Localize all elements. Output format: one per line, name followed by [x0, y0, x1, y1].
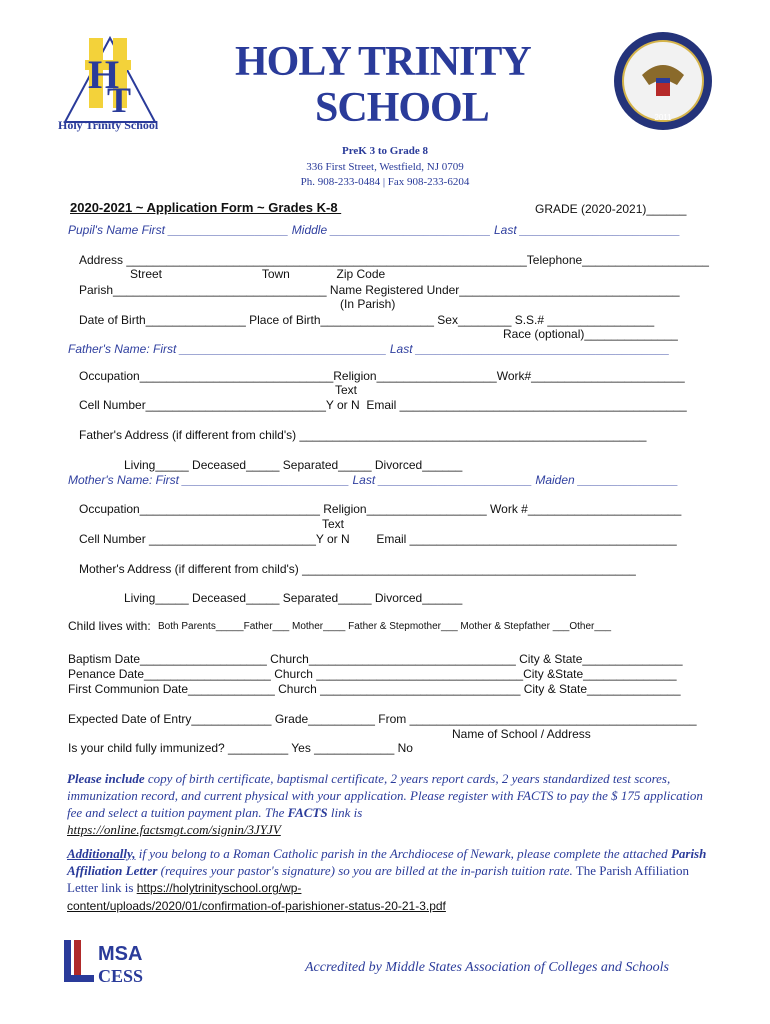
mother-name-line[interactable]: Mother's Name: First _________________________ Last _______________________ Maiden _______________	[68, 473, 679, 487]
facts-link-label: link is	[327, 805, 363, 820]
parish-affiliation-url-part1[interactable]: https://holytrinityschool.org/wp-	[136, 881, 302, 895]
form-title: 2020-2021 ~ Application Form ~ Grades K-8	[70, 200, 342, 215]
additionally-bold: Additionally,	[67, 846, 136, 861]
address-line[interactable]: Address ____________________________________________________________Telephone___________________	[79, 253, 709, 267]
seal-year: 2011	[654, 113, 672, 122]
additionally-text2: (requires your pastor's signature) so you are billed at the in-parish tuition rate.	[157, 863, 573, 878]
pupil-name-line[interactable]: Pupil's Name First __________________ Middle ________________________ Last ________________________	[68, 223, 681, 237]
msa-logo-bottom: CESS	[98, 966, 144, 986]
facts-url-link[interactable]: https://online.factsmgt.com/signin/3JYJV	[67, 822, 281, 837]
father-cell-line[interactable]: Cell Number___________________________Y or N Email ___________________________________________	[79, 398, 687, 412]
father-name-line[interactable]: Father's Name: First _______________________________ Last ______________________________________	[68, 342, 670, 356]
svg-text:H: H	[88, 52, 120, 97]
in-parish-label: (In Parish)	[340, 297, 396, 311]
school-name-line2: SCHOOL	[315, 85, 489, 131]
msa-cess-logo	[62, 938, 152, 988]
mother-cell-line[interactable]: Cell Number _________________________Y or N Email ________________________________________	[79, 532, 677, 546]
penance-line[interactable]: Penance Date___________________ Church _______________________________City &State______________	[68, 667, 677, 681]
please-include-note	[67, 770, 707, 838]
mother-status-line[interactable]: Living_____ Deceased_____ Separated_____ Divorced______	[124, 591, 463, 605]
race-line[interactable]: Race (optional)______________	[503, 327, 678, 341]
mother-address-line[interactable]: Mother's Address (if different from child's) __________________________________________________	[79, 562, 636, 576]
parish-affiliation-link-label: The Parish Affiliation Letter link is	[67, 863, 689, 895]
facts-bold: FACTS	[287, 805, 328, 820]
accreditation-text: Accredited by Middle States Association of Colleges and Schools	[305, 960, 669, 975]
please-include-text: copy of birth certificate, baptismal certificate, 2 years report cards, 2 years standardized test scores, immunization record, and current physical with your application. Please register with FACTS to pay the $ 175 application fee and select a tuition payment plan. The	[67, 771, 703, 820]
entry-line[interactable]: Expected Date of Entry____________ Grade__________ From ___________________________________________	[68, 712, 697, 726]
logo-caption: Holy Trinity School	[58, 118, 159, 132]
parish-line[interactable]: Parish________________________________ Name Registered Under_________________________________	[79, 283, 680, 297]
additionally-note	[67, 845, 707, 915]
msa-logo-top: MSA	[98, 943, 143, 965]
grade-field[interactable]: GRADE (2020-2021)______	[535, 202, 687, 216]
school-name-line1: HOLY TRINITY	[235, 39, 531, 85]
child-lives-options[interactable]: Both Parents_____Father___ Mother____ Father & Stepmother___ Mother & Stepfather ___Other___	[158, 621, 612, 632]
please-include-bold: Please include	[67, 771, 145, 786]
child-lives-label: Child lives with:	[68, 619, 151, 633]
father-text-label: Text	[335, 383, 358, 397]
mother-text-label: Text	[322, 517, 345, 531]
school-address: 336 First Street, Westfield, NJ 0709	[306, 161, 464, 173]
address-sublabels: Street Town Zip Code	[130, 267, 386, 281]
grades-line: PreK 3 to Grade 8	[342, 145, 428, 157]
parish-affiliation-url-part2[interactable]: content/uploads/2020/01/confirmation-of-parishioner-status-20-21-3.pdf	[67, 899, 446, 913]
svg-text:T: T	[107, 80, 132, 120]
communion-line[interactable]: First Communion Date_____________ Church ______________________________ City & State______________	[68, 682, 681, 696]
baptism-line[interactable]: Baptism Date___________________ Church_______________________________ City & State_______________	[68, 652, 683, 666]
father-address-line[interactable]: Father's Address (if different from child's) ____________________________________________________	[79, 428, 647, 442]
parish-affiliation-bold: Parish Affiliation Letter	[67, 846, 707, 878]
father-occupation-line[interactable]: Occupation_____________________________Religion__________________Work#_______________________	[79, 369, 685, 383]
father-status-line[interactable]: Living_____ Deceased_____ Separated_____ Divorced______	[124, 458, 463, 472]
birth-line[interactable]: Date of Birth_______________ Place of Birth_________________ Sex________ S.S.# ________________	[79, 313, 655, 327]
school-phone: Ph. 908-233-0484 | Fax 908-233-6204	[300, 176, 470, 188]
blue-ribbon-seal	[612, 30, 714, 132]
mother-occupation-line[interactable]: Occupation___________________________ Religion__________________ Work #_______________________	[79, 502, 682, 516]
school-address-label: Name of School / Address	[452, 727, 591, 741]
immunized-line[interactable]: Is your child fully immunized? _________ Yes ____________ No	[68, 741, 413, 755]
additionally-text: if you belong to a Roman Catholic parish in the Archdiocese of Newark, please complete the attached	[135, 846, 671, 861]
